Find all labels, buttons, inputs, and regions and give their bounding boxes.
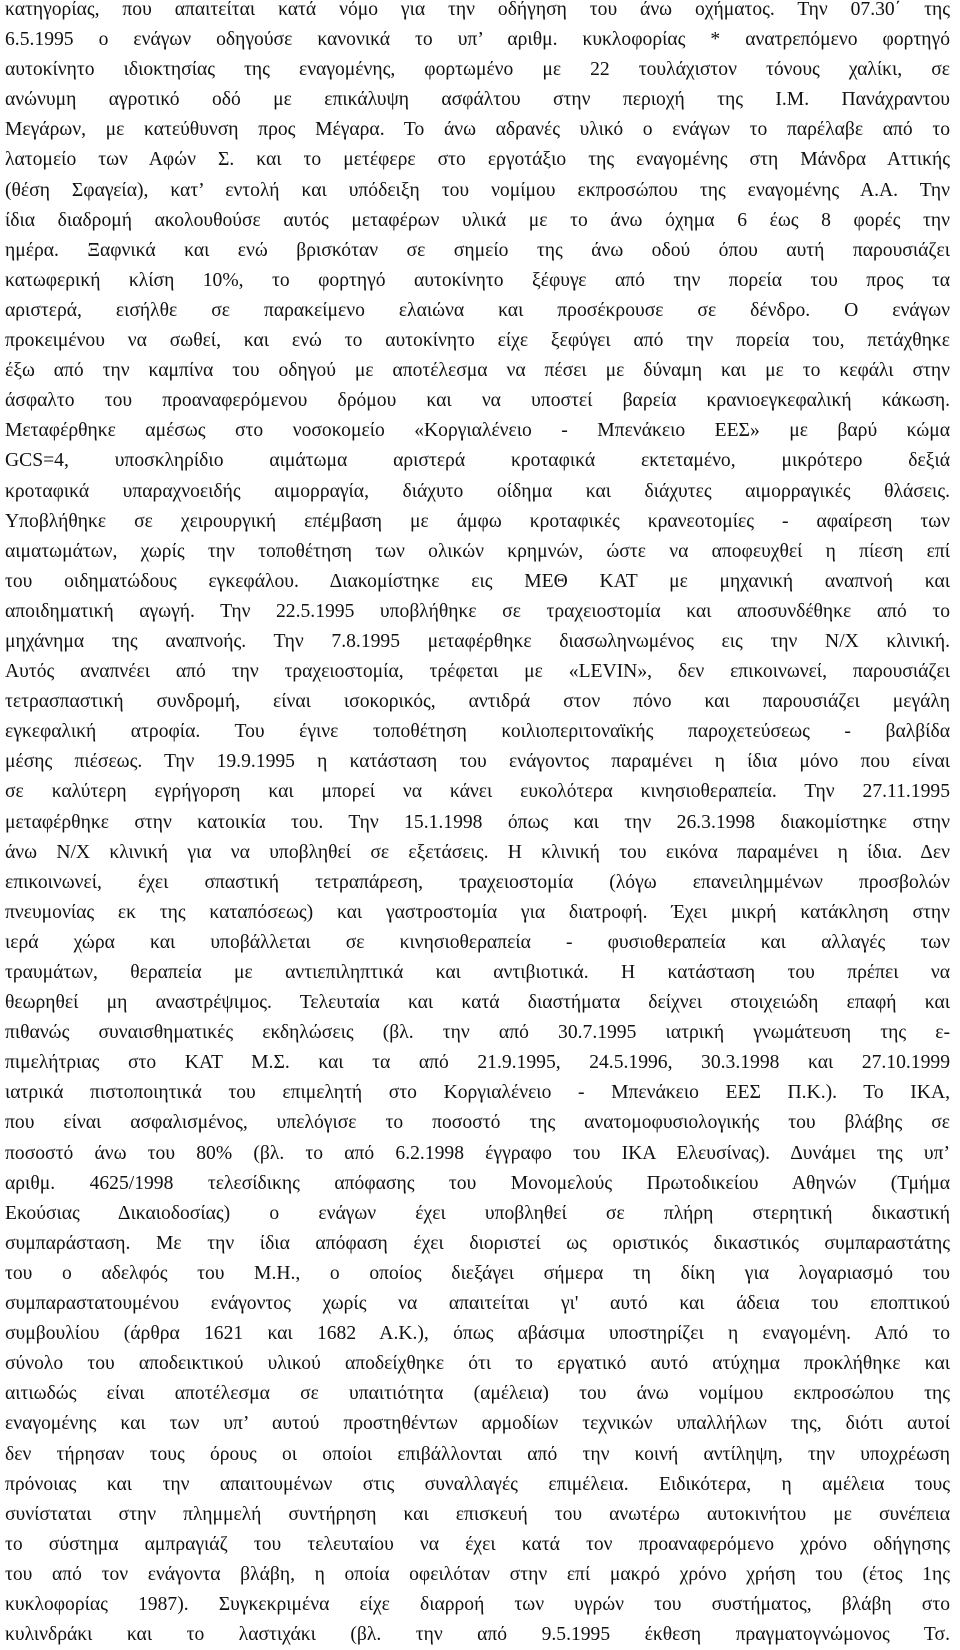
text-line: προκειμένου να σωθεί, και ενώ το αυτοκίνητο είχε ξεφύγει από την πορεία του, πετάχθηκε: [5, 330, 950, 352]
text-line: αποιδηματική αγωγή. Την 22.5.1995 υποβλήθηκε σε τραχειοστομία και αποσυνδέθηκε από το: [5, 600, 950, 622]
text-line: μέσης πιέσεως. Την 19.9.1995 η κατάσταση του ενάγοντος παραμένει η ίδια μόνο που είναι: [5, 751, 950, 773]
text-line: κατηγορίας, που απαιτείται κατά νόμο για την οδήγηση του άνω οχήματος. Την 07.30΄ της: [5, 0, 950, 20]
text-line: εναγομένης και των υπ’ αυτού προστηθέντων αρμοδίων τεχνικών υπαλλήλων της, διότι αυτοί: [5, 1413, 950, 1435]
text-line: του από τον ενάγοντα βλάβη, η οποία οφειλόταν στην επί μακρό χρόνο χρήση του (έτος 1ης: [5, 1563, 950, 1585]
text-line: κροταφικά υπαραχνοειδής αιμορραγία, διάχυτο οίδημα και διάχυτες αιμορραγικές θλάσεις.: [5, 480, 950, 502]
text-line: ημέρα. Ξαφνικά και ενώ βρισκόταν σε σημείο της άνω οδού όπου αυτή παρουσιάζει: [5, 239, 950, 261]
text-line: τραυμάτων, θεραπεία με αντιεπιληπτικά και αντιβιοτικά. Η κατάσταση του πρέπει να: [5, 962, 950, 983]
text-line: συμπαραστατουμένου ενάγοντος χωρίς να απαιτείται γι' αυτό και άδεια του εποπτικού: [5, 1293, 950, 1315]
text-line: Μεταφέρθηκε αμέσως στο νοσοκομείο «Κοργιαλένειο - Μπενάκειο ΕΕΣ» με βαρύ κώμα: [5, 420, 950, 442]
text-line: ίδια διαδρομή ακολουθούσε αυτός μεταφέρων υλικά με το άνω όχημα 6 έως 8 φορές την: [5, 209, 950, 231]
text-line: 6.5.1995 ο ενάγων οδηγούσε κανονικά το υπ’ αριθμ. κυκλοφορίας * ανατρεπόμενο φορτηγό: [5, 29, 950, 51]
text-line: κυλινδράκι και το λαστιχάκι (βλ. την από 9.5.1995 έκθεση πραγματογνώμονος Τσ.: [5, 1624, 950, 1646]
text-line: μεταφέρθηκε στην κατοικία του. Την 15.1.1998 όπως και την 26.3.1998 διακομίστηκε στην: [5, 811, 950, 833]
text-line: έξω από την καμπίνα του οδηγού με αποτέλεσμα να πέσει με δύναμη και με το κεφάλι στην: [5, 360, 950, 382]
text-line: κατωφερική κλίση 10%, το φορτηγό αυτοκίνητο ξέφυγε από την πορεία του προς τα: [5, 269, 950, 291]
text-line: θεωρηθεί μη αναστρέψιμος. Τελευταία και κατά διαστήματα δείχνει στοιχειώδη επαφή και: [5, 992, 950, 1014]
text-line: τετρασπαστική συνδρομή, είναι ισοκορικός, αντιδρά στον πόνο και παρουσιάζει μεγάλη: [5, 691, 950, 713]
text-line: άνω Ν/Χ κλινική για να υποβληθεί σε εξετάσεις. Η κλινική του εικόνα παραμένει η ίδια. Δεν: [5, 841, 950, 863]
text-line: ανώνυμη αγροτικό οδό με επικάλυψη ασφάλτου στην περιοχή της Ι.Μ. Πανάχραντου: [5, 89, 950, 111]
text-line: ιατρικά πιστοποιητικά του επιμελητή στο Κοργιαλένειο - Μπενάκειο ΕΕΣ Π.Κ.). Το ΙΚΑ,: [5, 1082, 950, 1104]
text-line: πιμελήτριας στο ΚΑΤ Μ.Σ. και τα από 21.9.1995, 24.5.1996, 30.3.1998 και 27.10.1999: [5, 1052, 950, 1074]
text-line: σύνολο του αποδεικτικού υλικού αποδείχθηκε ότι το εργατικό αυτό ατύχημα προκλήθηκε και: [5, 1353, 950, 1375]
text-line: κυκλοφορίας 1987). Συγκεκριμένα είχε διαρροή των υγρών του συστήματος, βλάβη στο: [5, 1593, 950, 1615]
text-line: άσφαλτο του προαναφερόμενου δρόμου και να υποστεί βαρεία κρανιοεγκεφαλική κάκωση.: [5, 390, 950, 412]
text-line: μηχάνημα της αναπνοής. Την 7.8.1995 μεταφέρθηκε διασωληνωμένος εις την Ν/Χ κλινική.: [5, 630, 950, 652]
text-line: δεν τήρησαν τους όρους οι οποίοι επιβάλλονται από την κοινή αντίληψη, την υποχρέωση: [5, 1443, 950, 1465]
text-line: αιτιωδώς είναι αποτέλεσμα σε υπαιτιότητα (αμέλεια) του άνω νομίμου εκπροσώπου της: [5, 1383, 950, 1405]
text-line: του ο αδελφός του Μ.Η., ο οποίος διεξάγει σήμερα τη δίκη για λογαριασμό του: [5, 1262, 950, 1284]
text-line: Αυτός αναπνέει από την τραχειοστομία, τρέφεται με «LEVIN», δεν επικοινωνεί, παρουσιάζει: [5, 661, 950, 683]
text-line: σε καλύτερη εγρήγορση και μπορεί να κάνει ευκολότερα κινησιοθεραπεία. Την 27.11.1995: [5, 781, 950, 803]
text-line: το σύστημα αμπραγιάζ του τελευταίου να έχει κατά τον προαναφερόμενο χρόνο οδήγησης: [5, 1533, 950, 1555]
text-line: Μεγάρων, με κατεύθυνση προς Μέγαρα. Το άνω αδρανές υλικό ο ενάγων το παρέλαβε από το: [5, 119, 950, 141]
text-line: συμπαράσταση. Με την ίδια απόφαση έχει διοριστεί ως οριστικός δικαστικός συμπαραστάτης: [5, 1232, 950, 1254]
text-line: αριθμ. 4625/1998 τελεσίδικης απόφασης του Μονομελούς Πρωτοδικείου Αθηνών (Τμήμα: [5, 1172, 950, 1194]
body-text: [5, 0, 950, 1650]
text-line: αιματωμάτων, χωρίς την τοποθέτηση των ολικών κρημνών, ώστε να αποφευχθεί η πίεση επί: [5, 540, 950, 562]
text-line: GCS=4, υποσκληρίδιο αιμάτωμα αριστερά κροταφικά εκτεταμένο, μικρότερο δεξιά: [5, 450, 950, 472]
text-line: αυτοκίνητο ιδιοκτησίας της εναγομένης, φορτωμένο με 22 τουλάχιστον τόνους χαλίκι, σε: [5, 59, 950, 81]
text-line: εγκεφαλική ατροφία. Του έγινε τοποθέτηση κοιλιοπεριτοναϊκής παροχετεύσεως - βαλβίδα: [5, 721, 950, 743]
text-line: πνευμονίας εκ της καταπόσεως) και γαστροστομία για διατροφή. Έχει μικρή κατάκληση στην: [5, 901, 950, 923]
text-line: πρόνοιας και την απαιτουμένων στις συναλλαγές επιμέλεια. Ειδικότερα, η αμέλεια τους: [5, 1473, 950, 1495]
text-line: του οιδηματώδους εγκεφάλου. Διακομίστηκε εις ΜΕΘ ΚΑΤ με μηχανική αναπνοή και: [5, 570, 950, 592]
text-line: ποσοστό άνω του 80% (βλ. το από 6.2.1998 έγγραφο του ΙΚΑ Ελευσίνας). Δυνάμει της υπ’: [5, 1142, 950, 1164]
text-line: Εκούσιας Δικαιοδοσίας) ο ενάγων έχει υποβληθεί σε πλήρη στερητική δικαστική: [5, 1202, 950, 1224]
text-line: που είναι ασφαλισμένος, υπελόγισε το ποσοστό της ανατομοφυσιολογικής του βλάβης σε: [5, 1112, 950, 1134]
text-line: λατομείο των Αφών Σ. και το μετέφερε στο εργοτάξιο της εναγομένης στη Μάνδρα Αττικής: [5, 149, 950, 171]
text-line: ιερά χώρα και υποβάλλεται σε κινησιοθεραπεία - φυσιοθεραπεία και αλλαγές των: [5, 931, 950, 953]
text-line: επικοινωνεί, έχει σπαστική τετραπάρεση, τραχειοστομία (λόγω επανειλημμένων προσβολών: [5, 871, 950, 893]
text-line: (θέση Σφαγεία), κατ’ εντολή και υπόδειξη του νομίμου εκπροσώπου της εναγομένης Α.Α. Την: [5, 179, 950, 201]
text-line: πιθανώς συναισθηματικές εκδηλώσεις (βλ. την από 30.7.1995 ιατρική γνωμάτευση της ε-: [5, 1022, 950, 1044]
text-line: αριστερά, εισήλθε σε παρακείμενο ελαιώνα και προσέκρουσε σε δένδρο. Ο ενάγων: [5, 299, 950, 321]
text-line: Υποβλήθηκε σε χειρουργική επέμβαση με άμφω κροταφικές κρανεοτομίες - αφαίρεση των: [5, 510, 950, 532]
text-line: συνίσταται στην πλημμελή συντήρηση και επισκευή του ανωτέρω αυτοκινήτου με συνέπεια: [5, 1503, 950, 1525]
text-line: συμβουλίου (άρθρα 1621 και 1682 Α.Κ.), όπως αβάσιμα υποστηρίζει η εναγομένη. Από το: [5, 1323, 950, 1345]
